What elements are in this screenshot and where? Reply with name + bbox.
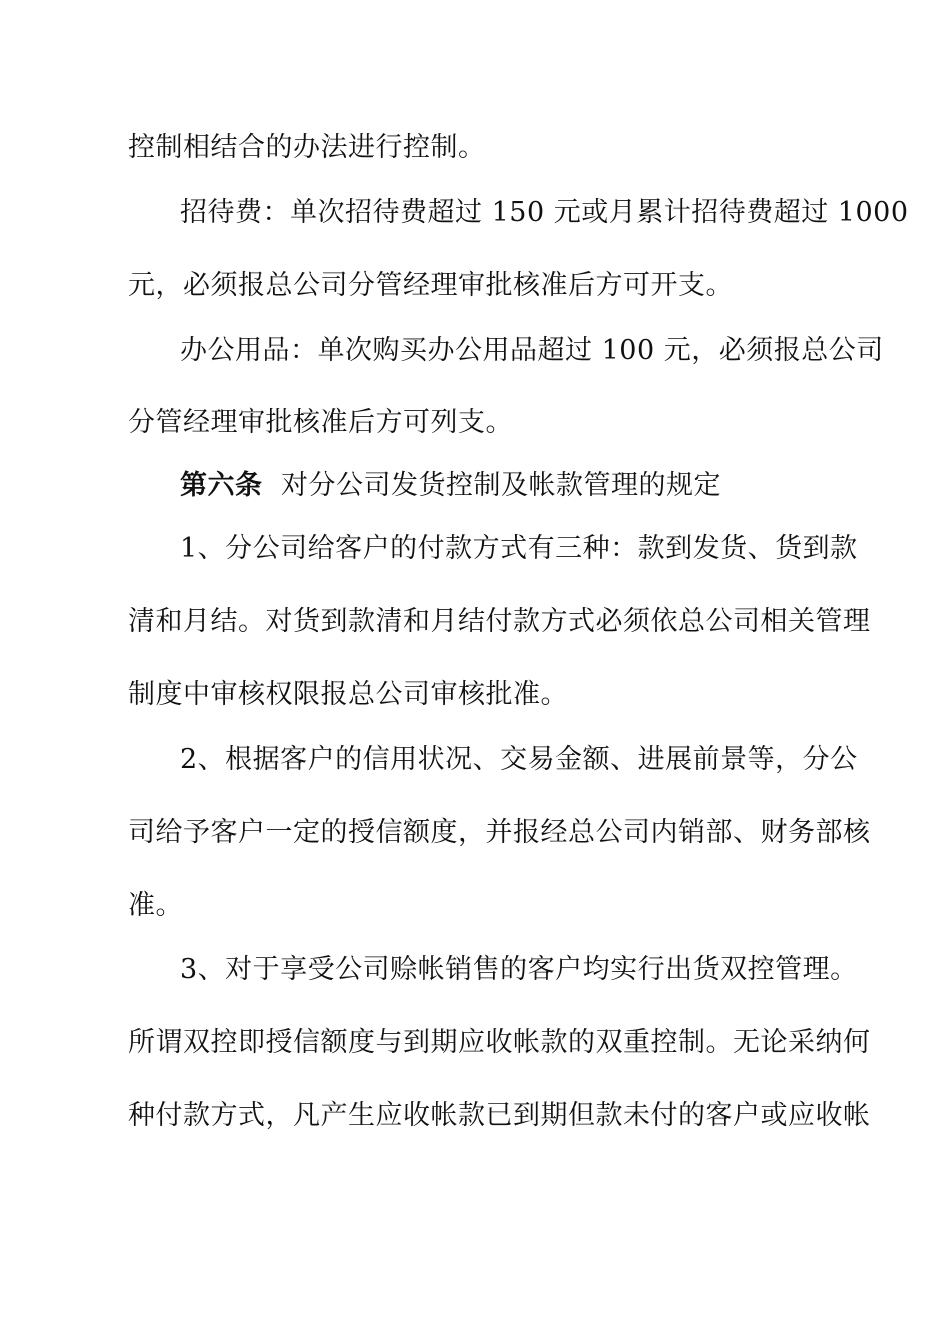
line-text: 3、对于享受公司赊帐销售的客户均实行出货双控管理。 xyxy=(180,954,858,985)
line-text: 2、根据客户的信用状况、交易金额、进展前景等，分公 xyxy=(180,744,858,775)
section-heading-line xyxy=(0,464,950,508)
line-text: 办公用品：单次购买办公用品超过 100 元，必须报总公司 xyxy=(180,335,884,366)
paragraph-line xyxy=(0,401,950,445)
line-text: 种付款方式，凡产生应收帐款已到期但款未付的客户或应收帐 xyxy=(128,1100,871,1131)
line-text: 元，必须报总公司分管经理审批核准后方可开支。 xyxy=(128,270,733,301)
line-text: 1、分公司给客户的付款方式有三种：款到发货、货到款 xyxy=(180,533,858,564)
paragraph-line xyxy=(0,811,950,855)
line-text: 分管经理审批核准后方可列支。 xyxy=(128,407,513,438)
section-title: 对分公司发货控制及帐款管理的规定 xyxy=(281,470,721,501)
paragraph-line xyxy=(0,126,950,170)
paragraph-line xyxy=(0,673,950,717)
line-text: 所谓双控即授信额度与到期应收帐款的双重控制。无论采纳何 xyxy=(128,1027,871,1058)
paragraph-line xyxy=(0,191,950,235)
line-text: 制度中审核权限报总公司审核批准。 xyxy=(128,679,568,710)
paragraph-line xyxy=(0,329,950,373)
line-text: 招待费：单次招待费超过 150 元或月累计招待费超过 1000 xyxy=(180,197,909,228)
line-text: 清和月结。对货到款清和月结付款方式必须依总公司相关管理 xyxy=(128,606,871,637)
line-text: 控制相结合的办法进行控制。 xyxy=(128,132,486,163)
paragraph-line xyxy=(0,600,950,644)
paragraph-line xyxy=(0,948,950,992)
line-text: 司给予客户一定的授信额度，并报经总公司内销部、财务部核 xyxy=(128,817,871,848)
paragraph-line xyxy=(0,1021,950,1065)
paragraph-line xyxy=(0,1094,950,1138)
paragraph-line xyxy=(0,527,950,571)
paragraph-line xyxy=(0,884,950,928)
paragraph-line xyxy=(0,738,950,782)
line-text: 准。 xyxy=(128,890,183,921)
section-number: 第六条 xyxy=(180,470,263,501)
paragraph-line xyxy=(0,264,950,308)
